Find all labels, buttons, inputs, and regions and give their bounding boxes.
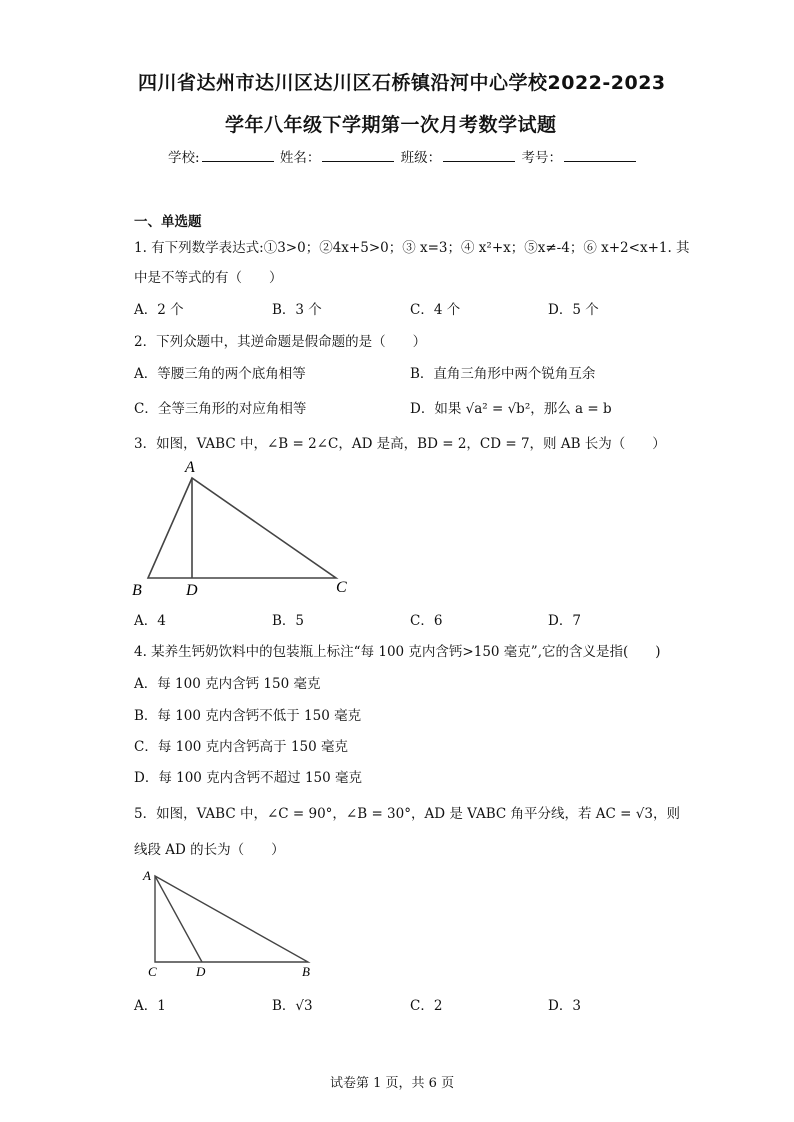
q2-option-a[interactable]: A．等腰三角的两个底角相等 xyxy=(134,366,306,382)
q2-stem: 2．下列众题中，其逆命题是假命题的是（ ） xyxy=(134,334,427,350)
q3-triangle-figure xyxy=(130,456,360,598)
exam-number-blank[interactable] xyxy=(564,149,636,162)
q3-label-b: B xyxy=(132,582,142,598)
q1-stem-line2: 中是不等式的有（ ） xyxy=(134,270,283,286)
q4-option-c[interactable]: C．每 100 克内含钙高于 150 毫克 xyxy=(134,739,349,755)
q3-triangle-abc xyxy=(148,478,336,578)
q3-label-d: D xyxy=(186,582,198,598)
page-footer: 试卷第 1 页，共 6 页 xyxy=(330,1076,455,1091)
q5-label-b: B xyxy=(302,964,310,979)
q1-option-b[interactable]: B．3 个 xyxy=(272,302,322,318)
q1-stem-line1: 1. 有下列数学表达式:①3>0；②4x+5>0；③ x=3；④ x²+x；⑤x≠-4；⑥ x+2<x+1. 其 xyxy=(134,240,690,256)
q1-option-a[interactable]: A．2 个 xyxy=(134,302,184,318)
q3-option-a[interactable]: A．4 xyxy=(134,613,166,629)
q1-option-c[interactable]: C．4 个 xyxy=(410,302,461,318)
q4-stem: 4. 某养生钙奶饮料中的包装瓶上标注“每 100 克内含钙>150 毫克”,它的含义是指( ) xyxy=(134,644,661,660)
q5-stem-line1: 5．如图，VABC 中，∠C = 90°，∠B = 30°，AD 是 VABC 角平分线，若 AC = √3，则 xyxy=(134,806,680,822)
title-line-1: 四川省达州市达川区达川区石桥镇沿河中心学校2022-2023 xyxy=(138,72,666,94)
q5-label-d: D xyxy=(196,964,206,979)
q5-option-d[interactable]: D．3 xyxy=(548,998,581,1014)
name-label: 姓名： xyxy=(279,150,321,166)
school-label: 学校: xyxy=(168,150,200,166)
q5-triangle-figure xyxy=(138,864,328,980)
q3-label-c: C xyxy=(336,579,347,596)
q4-option-d[interactable]: D．每 100 克内含钙不超过 150 毫克 xyxy=(134,770,363,786)
q4-option-b[interactable]: B．每 100 克内含钙不低于 150 毫克 xyxy=(134,708,362,724)
q2-option-d[interactable]: D．如果 √a² = √b²，那么 a = b xyxy=(410,401,612,417)
q5-option-b[interactable]: B．√3 xyxy=(272,998,313,1014)
class-blank[interactable] xyxy=(443,149,515,162)
school-blank[interactable] xyxy=(202,149,274,162)
q4-option-a[interactable]: A．每 100 克内含钙 150 毫克 xyxy=(134,676,321,692)
section-title: 一、单选题 xyxy=(134,214,202,230)
q5-option-c[interactable]: C．2 xyxy=(410,998,443,1014)
student-info-row xyxy=(168,146,638,166)
q5-option-a[interactable]: A．1 xyxy=(134,998,166,1014)
q3-option-b[interactable]: B．5 xyxy=(272,613,305,629)
q3-stem: 3．如图，VABC 中，∠B = 2∠C，AD 是高，BD = 2，CD = 7，则 AB 长为（ ） xyxy=(134,436,666,452)
exam-number-label: 考号： xyxy=(521,150,562,166)
name-blank[interactable] xyxy=(322,149,394,162)
q3-option-c[interactable]: C．6 xyxy=(410,613,443,629)
q5-stem-line2: 线段 AD 的长为（ ） xyxy=(134,842,285,858)
q3-option-d[interactable]: D．7 xyxy=(548,613,581,629)
q3-label-a: A xyxy=(185,459,195,476)
q5-label-c: C xyxy=(148,964,157,979)
q2-option-c[interactable]: C．全等三角形的对应角相等 xyxy=(134,401,307,417)
q2-option-b[interactable]: B．直角三角形中两个锐角互余 xyxy=(410,366,596,382)
q5-label-a: A xyxy=(143,868,151,883)
class-label: 班级： xyxy=(400,150,442,166)
title-line-2: 学年八年级下学期第一次月考数学试题 xyxy=(225,114,557,136)
q1-option-d[interactable]: D．5 个 xyxy=(548,302,599,318)
